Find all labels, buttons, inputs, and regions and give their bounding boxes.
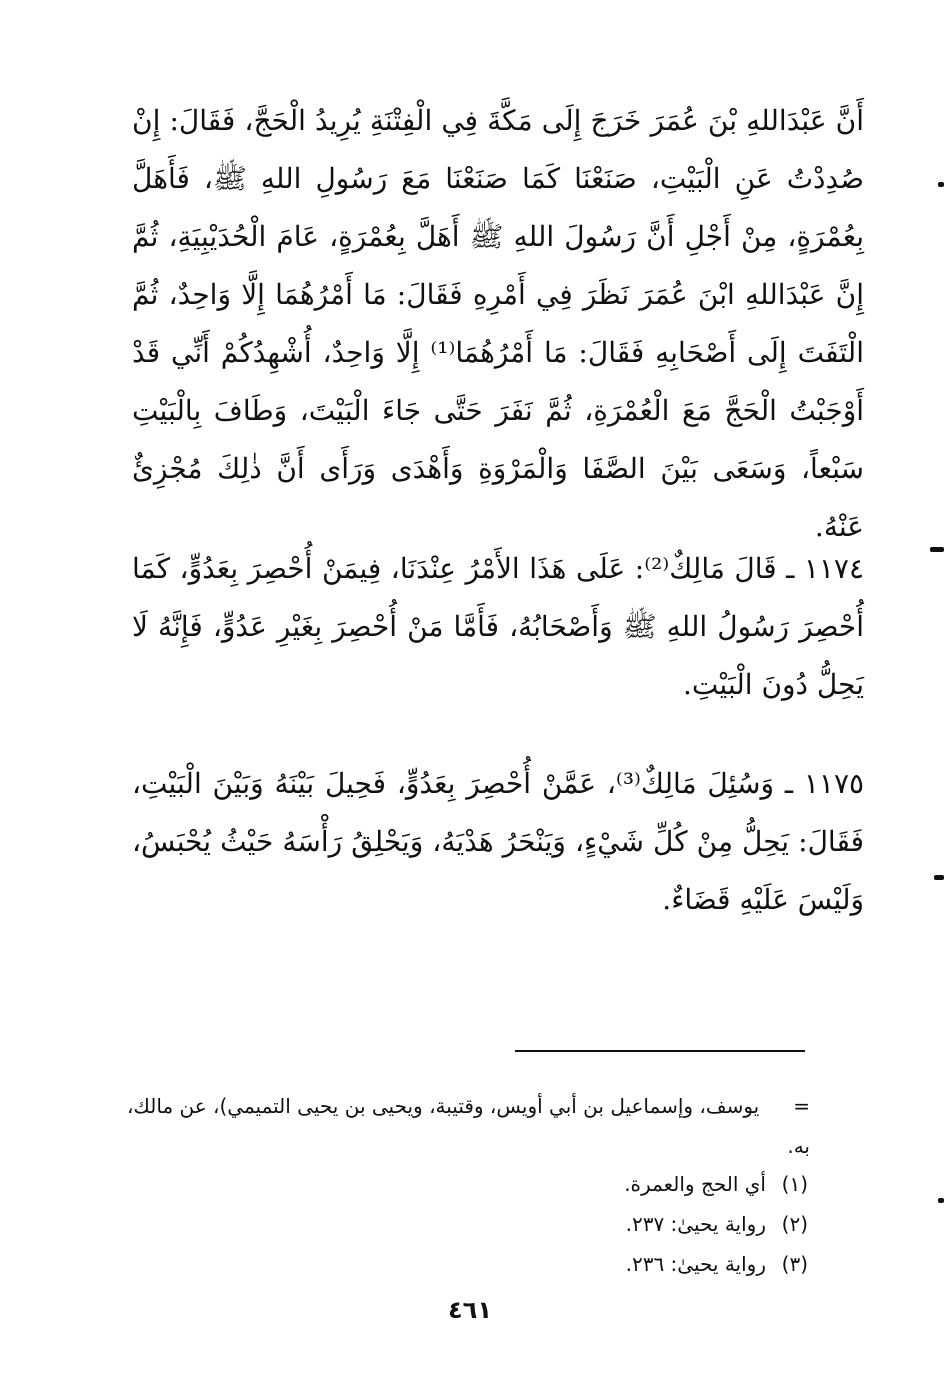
footnote-continuation-text: يوسف، وإسماعيل بن أبي أويس، وقتيبة، ويحيى بن يحيى التميمي)، عن مالك، به. [126,1094,810,1158]
footnote-text: أي الحج والعمرة. [624,1172,766,1196]
footnote-text: رواية يحيىٰ: ٢٣٧. [625,1212,766,1236]
footnote-1 [300,1164,808,1204]
scan-edge-mark [938,182,944,187]
footnote-3 [300,1244,808,1284]
footnote-continuation-marker: = [793,1094,810,1118]
scan-edge-mark [938,1198,944,1203]
footnote-separator [515,1050,805,1052]
page-number: ٤٦١ [448,1296,492,1324]
scan-edge-mark [934,875,944,880]
footnote-number: (٣) [781,1252,808,1276]
footnote-continuation [110,1086,810,1166]
paragraph-hadith-continuation: أَنَّ عَبْدَاللهِ بْنَ عُمَرَ خَرَجَ إِلَى مَكَّةَ فِي الْفِتْنَةِ يُرِيدُ الْحَجَّ، فَقَالَ: إِنْ صُدِدْتُ عَنِ الْبَيْتِ، صَنَعْنَا كَمَا صَنَعْنَا مَعَ رَسُولِ اللهِ ﷺ، فَأَهَلَّ بِعُمْرَةٍ، مِنْ أَجْلِ أَنَّ رَسُولَ اللهِ ﷺ أَهَلَّ بِعُمْرَةٍ، عَامَ الْحُدَيْبِيَةِ، ثُمَّ إِنَّ عَبْدَاللهِ ابْنَ عُمَرَ نَظَرَ فِي أَمْرِهِ فَقَالَ: مَا أَمْرُهُمَا إِلَّا وَاحِدٌ، ثُمَّ الْتَفَتَ إِلَى أَصْحَابِهِ فَقَالَ: مَا أَمْرُهُمَا⁽¹⁾ إِلَّا وَاحِدٌ، أُشْهِدُكُمْ أَنِّي قَدْ أَوْجَبْتُ الْحَجَّ مَعَ الْعُمْرَةِ، ثُمَّ نَفَرَ حَتَّى جَاءَ الْبَيْتَ، وَطَافَ بِالْبَيْتِ سَبْعاً، وَسَعَى بَيْنَ الصَّفَا وَالْمَرْوَةِ وَأَهْدَى وَرَأَى أَنَّ ذٰلِكَ مُجْزِئٌ عَنْهُ. [132,104,864,543]
footnote-text: رواية يحيىٰ: ٢٣٦. [625,1252,766,1276]
paragraph-1174: ١١٧٤ ـ قَالَ مَالِكٌ⁽²⁾: عَلَى هَذَا الأَمْرُ عِنْدَنَا، فِيمَنْ أُحْصِرَ بِعَدُوٍّ، كَمَا أُحْصِرَ رَسُولُ اللهِ ﷺ وَأَصْحَابُهُ، فَأَمَّا مَنْ أُحْصِرَ بِغَيْرِ عَدُوٍّ، فَإِنَّهُ لَا يَحِلُّ دُونَ الْبَيْتِ. [132,552,864,701]
footnote-number: (٢) [781,1212,808,1236]
scan-edge-mark [930,547,944,552]
footnote-2 [300,1204,808,1244]
footnote-number: (١) [781,1172,808,1196]
paragraph-1175: ١١٧٥ ـ وَسُئِلَ مَالِكٌ⁽³⁾، عَمَّنْ أُحْصِرَ بِعَدُوٍّ، فَحِيلَ بَيْنَهُ وَبَيْنَ الْبَيْتِ، فَقَالَ: يَحِلُّ مِنْ كُلِّ شَيْءٍ، وَيَنْحَرُ هَدْيَهُ، وَيَحْلِقُ رَأْسَهُ حَيْثُ يُحْبَسُ، وَلَيْسَ عَلَيْهِ قَضَاءٌ. [132,767,865,916]
